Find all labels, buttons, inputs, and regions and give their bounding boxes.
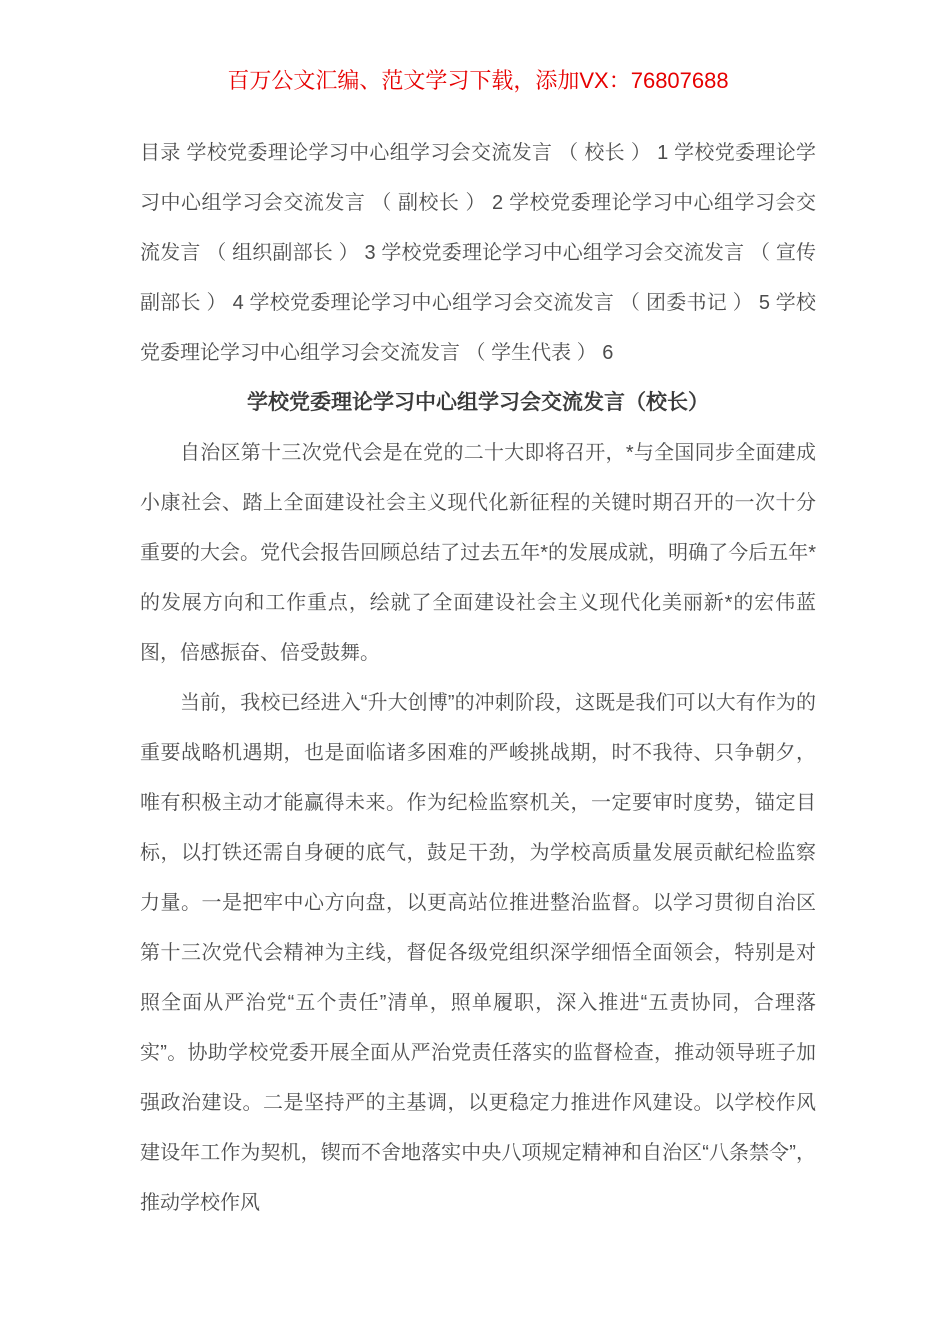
toc-paragraph: 目录 学校党委理论学习中心组学习会交流发言 （ 校长 ） 1 学校党委理论学习中心组学习会交流发言 （ 副校长 ） 2 学校党委理论学习中心组学习会交流发言 （ 组织副部长 ） 3 学校党委理论学习中心组学习会交流发言 （ 宣传副部长 ） 4 学校党委理论学习中心组学习会交流发言 （ 团委书记 ） 5 学校党委理论学习中心组学习会交流发言 （ 学生代表 ） 6 [140, 142, 816, 364]
promo-header-text: 百万公文汇编、范文学习下载，添加VX：76807688 [227, 68, 729, 93]
document-title: 学校党委理论学习中心组学习会交流发言（校长） [247, 391, 709, 414]
body-paragraph-1: 自治区第十三次党代会是在党的二十大即将召开，*与全国同步全面建成小康社会、踏上全面建设社会主义现代化新征程的关键时期召开的一次十分重要的大会。党代会报告回顾总结了过去五年*的发展成就，明确了今后五年*的发展方向和工作重点，绘就了全面建设社会主义现代化美丽新*的宏伟蓝图，倍感振奋、倍受鼓舞。 [140, 442, 816, 664]
body-paragraph-2: 当前，我校已经进入“升大创博”的冲刺阶段，这既是我们可以大有作为的重要战略机遇期，也是面临诸多困难的严峻挑战期，时不我待、只争朝夕，唯有积极主动才能赢得未来。作为纪检监察机关，一定要审时度势，锚定目标，以打铁还需自身硬的底气，鼓足干劲，为学校高质量发展贡献纪检监察力量。一是把牢中心方向盘，以更高站位推进整治监督。以学习贯彻自治区第十三次党代会精神为主线，督促各级党组织深学细悟全面领会，特别是对照全面从严治党“五个责任”清单，照单履职，深入推进“五责协同，合理落实”。协助学校党委开展全面从严治党责任落实的监督检查，推动领导班子加强政治建设。二是坚持严的主基调，以更稳定力推进作风建设。以学校作风建设年工作为契机，锲而不舍地落实中央八项规定精神和自治区“八条禁令”，推动学校作风 [140, 692, 816, 1214]
